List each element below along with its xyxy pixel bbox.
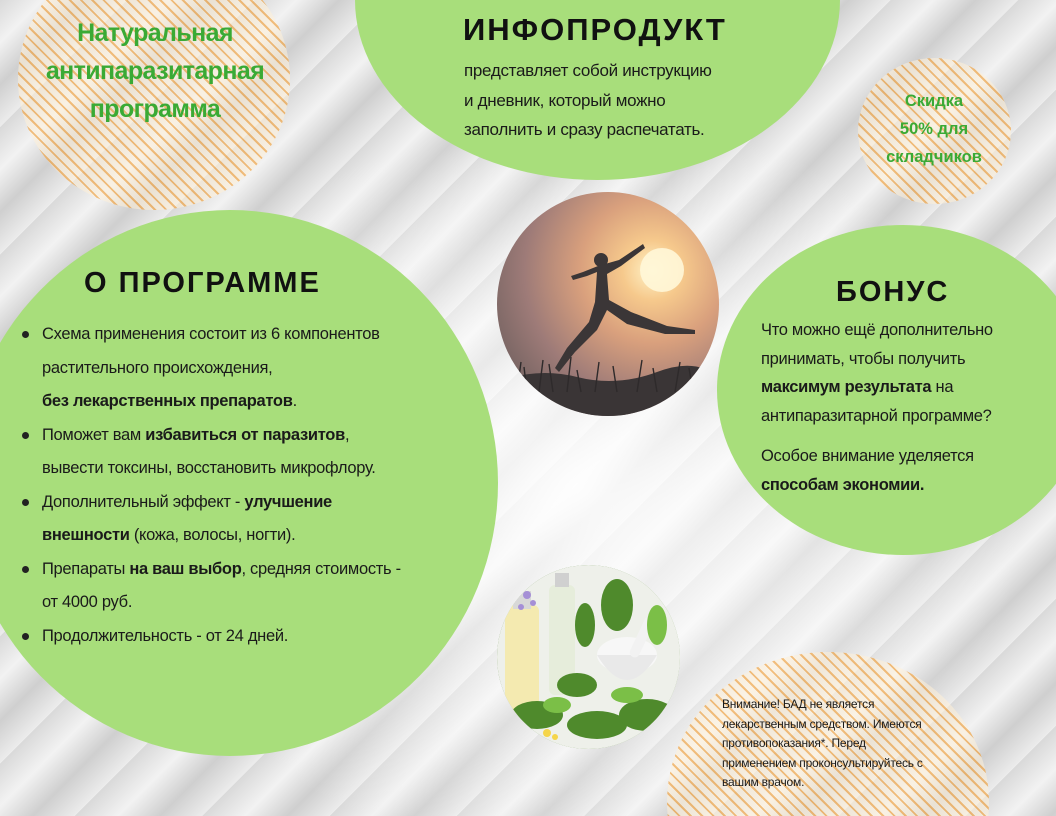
bold-text: внешности: [42, 526, 130, 544]
list-item: [20, 486, 450, 553]
bold-text: способам экономии.: [761, 475, 925, 494]
discount-line: складчиков: [886, 148, 982, 166]
bonus-note: [761, 442, 1056, 499]
list-item: [20, 318, 450, 419]
text: Поможет вам: [42, 425, 146, 444]
list-item-line: [42, 486, 450, 520]
list-item: [20, 620, 450, 654]
discount-line: Скидка: [904, 92, 964, 110]
bonus-line: [761, 373, 1056, 402]
warning-line: вашим врачом.: [722, 775, 805, 789]
title-line: антипаразитарная: [45, 57, 265, 85]
warning-line: лекарственным средством. Имеются: [722, 716, 922, 731]
bold-text: без лекарственных препаратов: [42, 392, 293, 410]
infoproduct-heading: ИНФОПРОДУКТ: [463, 12, 727, 47]
bonus-line: Что можно ещё дополнительно: [761, 321, 993, 339]
bold-text: максимум результата: [761, 378, 932, 396]
program-title: [30, 14, 280, 128]
discount-line: 50% для: [899, 120, 969, 138]
warning-line: Внимание! БАД не является: [722, 697, 875, 711]
infoproduct-description: [464, 56, 764, 145]
list-item-line: от 4000 руб.: [42, 593, 133, 611]
list-item-line: [42, 419, 450, 453]
list-item: [20, 419, 450, 486]
bonus-line: Особое внимание уделяется: [761, 447, 974, 465]
list-item-line: Продолжительность - от 24 дней.: [42, 626, 289, 645]
bonus-description: [761, 316, 1056, 430]
infoproduct-line: представляет собой инструкцию: [464, 61, 712, 80]
list-item-line: [42, 385, 450, 419]
list-item: [20, 553, 450, 620]
text: Препараты: [42, 559, 130, 578]
bonus-line: [761, 471, 1056, 500]
bonus-heading: БОНУС: [836, 276, 950, 308]
bold-text: улучшение: [244, 492, 332, 511]
bonus-line: принимать, чтобы получить: [761, 349, 966, 368]
program-list: [20, 318, 450, 653]
list-item-line: растительного происхождения,: [42, 358, 273, 377]
bold-text: на ваш выбор: [129, 559, 242, 578]
warning-line: применением проконсультируйтесь с: [722, 755, 923, 770]
infoproduct-line: и дневник, который можно: [464, 90, 666, 110]
text: .: [292, 392, 297, 410]
text: (кожа, волосы, ногти).: [129, 526, 296, 544]
title-line: Натуральная: [77, 19, 233, 47]
herbs-mortar-image: [497, 565, 680, 749]
list-item-line: [42, 519, 450, 553]
jumping-silhouette-image: [497, 192, 719, 416]
text: , средняя стоимость -: [241, 559, 401, 578]
warning-disclaimer: [722, 695, 972, 793]
text: ,: [344, 425, 350, 444]
warning-line: противопоказания*. Перед: [722, 736, 866, 750]
text: Дополнительный эффект -: [42, 492, 245, 511]
infoproduct-line: заполнить и сразу распечатать.: [464, 120, 705, 139]
bold-text: избавиться от паразитов: [145, 425, 345, 444]
program-heading: О ПРОГРАММЕ: [84, 267, 321, 299]
list-item-line: [42, 553, 450, 587]
list-item-line: Схема применения состоит из 6 компонентов: [42, 325, 380, 343]
herbs-photo: [497, 565, 680, 749]
title-line: программа: [89, 95, 221, 123]
text: на: [931, 378, 954, 396]
bonus-line: антипаразитарной программе?: [761, 406, 992, 425]
jumping-person-photo: [497, 192, 719, 416]
list-item-line: вывести токсины, восстановить микрофлору.: [42, 459, 376, 477]
discount-badge: [868, 87, 1000, 171]
